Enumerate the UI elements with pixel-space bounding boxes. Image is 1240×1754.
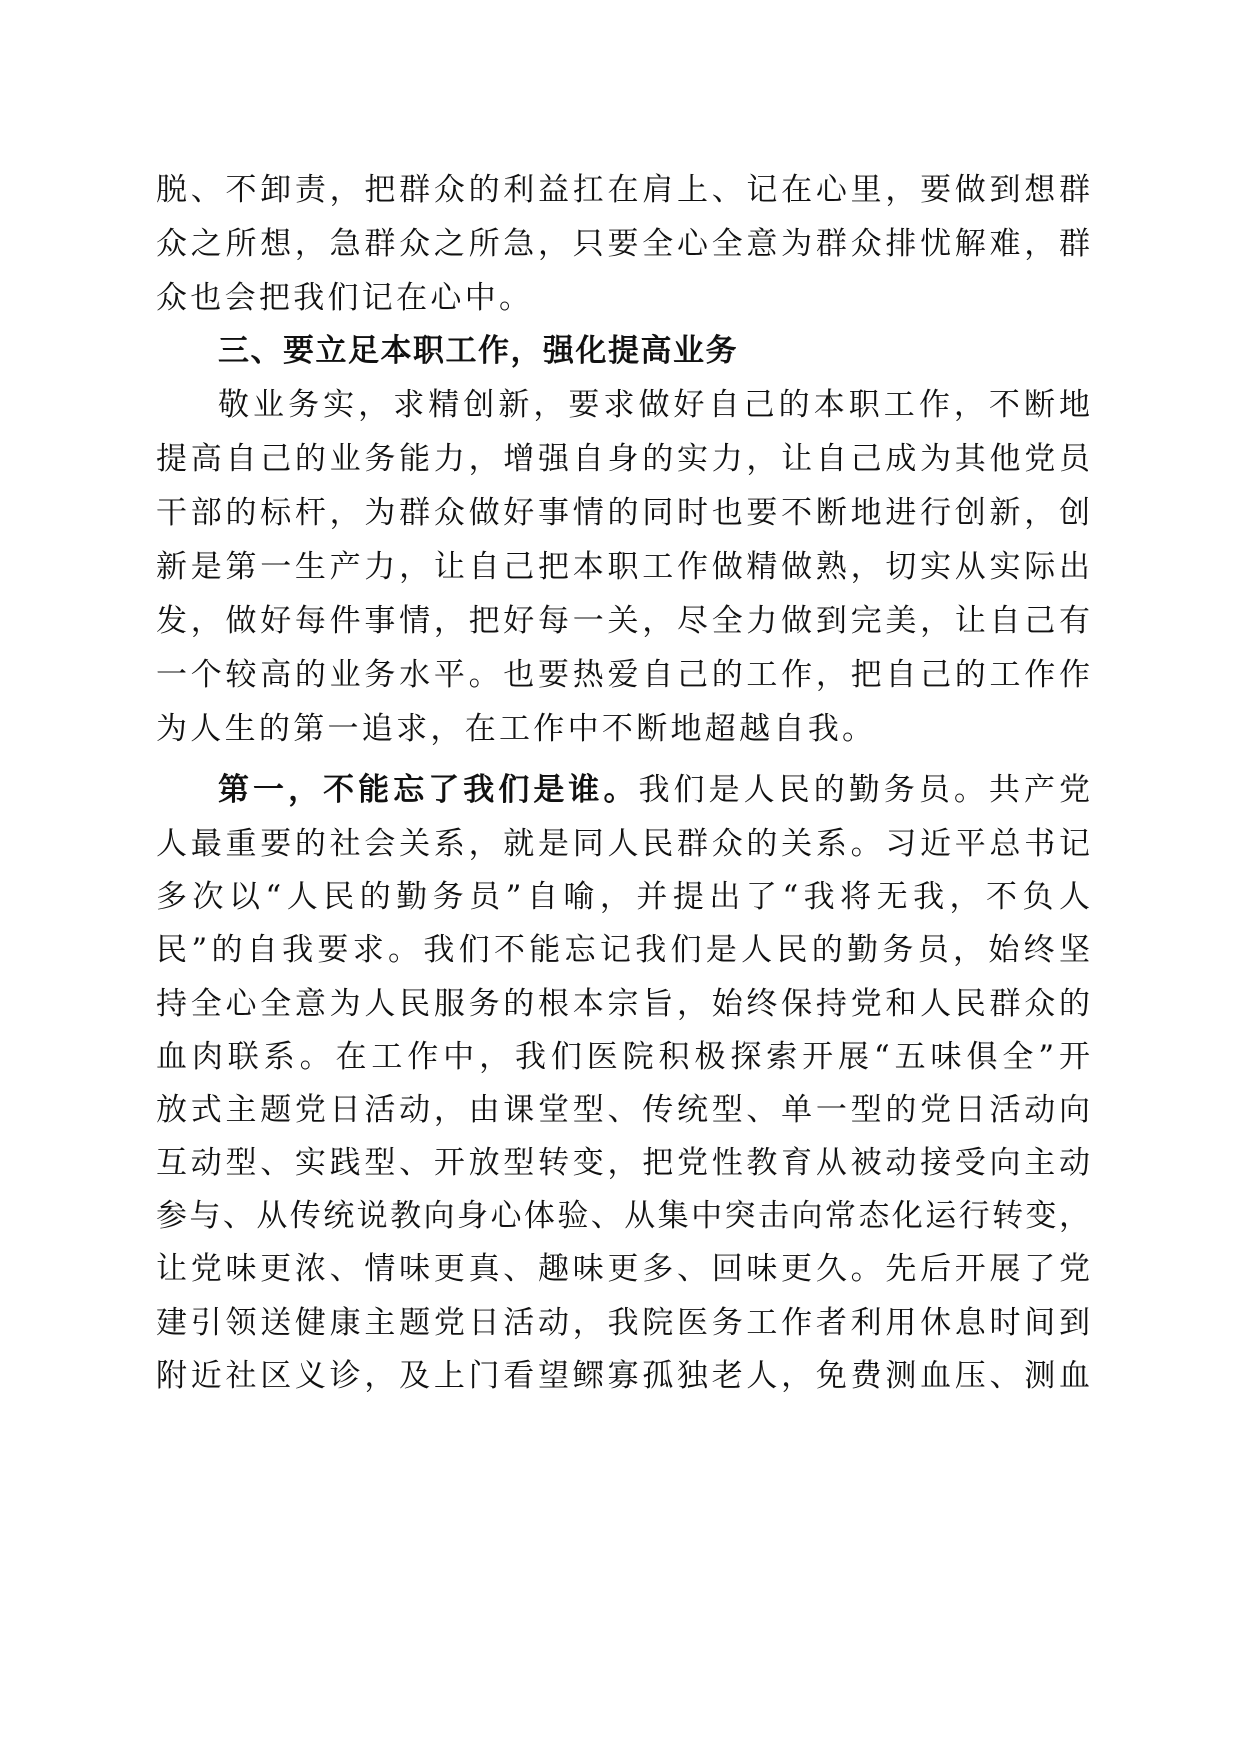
para3-line-8: 互动型、实践型、开放型转变，把党性教育从被动接受向主动 [156, 1145, 1090, 1181]
para2-line-6: 一个较高的业务水平。也要热爱自己的工作，把自己的工作作 [156, 657, 1090, 693]
para2-line-4: 新是第一生产力，让自己把本职工作做精做熟，切实从实际出 [156, 549, 1090, 585]
para3-line-6: 血肉联系。在工作中，我们医院积极探索开展“五味俱全”开 [156, 1039, 1090, 1075]
section-heading: 三、要立足本职工作，强化提高业务 [218, 333, 738, 369]
para2-line-5: 发，做好每件事情，把好每一关，尽全力做到完美，让自己有 [156, 603, 1090, 639]
para3-line-4: 民”的自我要求。我们不能忘记我们是人民的勤务员，始终坚 [156, 932, 1090, 968]
para3-line-9: 参与、从传统说教向身心体验、从集中突击向常态化运行转变， [156, 1198, 1090, 1234]
para3-line-11: 建引领送健康主题党日活动，我院医务工作者利用休息时间到 [156, 1305, 1090, 1341]
para3-line-3: 多次以“人民的勤务员”自喻，并提出了“我将无我，不负人 [156, 879, 1090, 915]
para3-lead: 第一，不能忘了我们是谁。 [218, 772, 639, 808]
para1-line-2: 众之所想，急群众之所急，只要全心全意为群众排忧解难，群 [156, 226, 1090, 262]
para1-line-1: 脱、不卸责，把群众的利益扛在肩上、记在心里，要做到想群 [156, 172, 1090, 208]
para3-line-10: 让党味更浓、情味更真、趣味更多、回味更久。先后开展了党 [156, 1251, 1090, 1287]
para3-first-rest: 我们是人民的勤务员。共产党 [638, 772, 1090, 808]
para2-line-3: 干部的标杆，为群众做好事情的同时也要不断地进行创新，创 [156, 495, 1090, 531]
para3-line-1 [218, 763, 1090, 817]
para3-line-2: 人最重要的社会关系，就是同人民群众的关系。习近平总书记 [156, 826, 1090, 862]
para3-line-12: 附近社区义诊，及上门看望鳏寡孤独老人，免费测血压、测血 [156, 1358, 1090, 1394]
para1-line-3: 众也会把我们记在心中。 [156, 280, 534, 316]
para2-line-7: 为人生的第一追求，在工作中不断地超越自我。 [156, 711, 877, 747]
para2-line-1: 敬业务实，求精创新，要求做好自己的本职工作，不断地 [218, 387, 1090, 423]
para3-line-7: 放式主题党日活动，由课堂型、传统型、单一型的党日活动向 [156, 1092, 1090, 1128]
para3-line-5: 持全心全意为人民服务的根本宗旨，始终保持党和人民群众的 [156, 986, 1090, 1022]
para2-line-2: 提高自己的业务能力，增强自身的实力，让自己成为其他党员 [156, 441, 1090, 477]
